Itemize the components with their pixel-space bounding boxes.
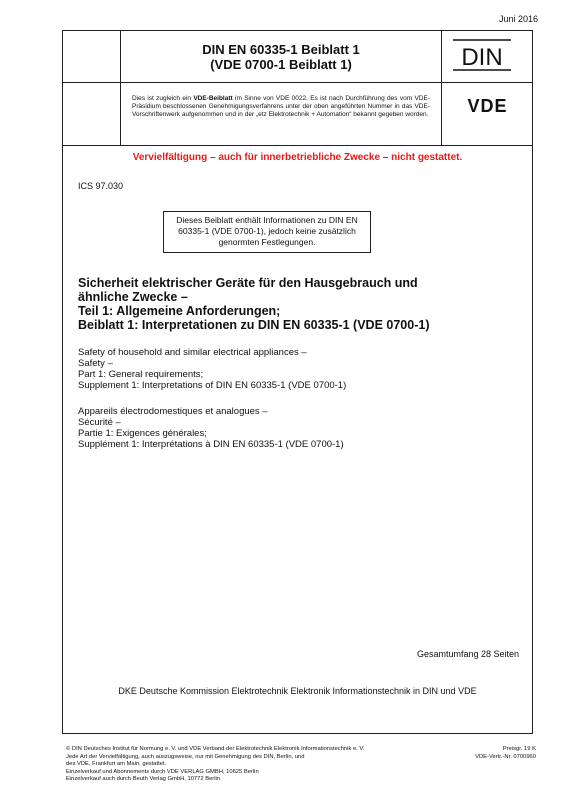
title-english-line: Safety of household and similar electrical appliances – [78,347,307,358]
vde-logo: VDE [467,96,508,116]
title-german-line: Beiblatt 1: Interpretationen zu DIN EN 60335-1 (VDE 0700-1) [78,318,430,332]
title-german-line: Teil 1: Allgemeine Anforderungen; [78,304,281,318]
vde-note-suffix: im Sinne von VDE 0022. Es ist nach Durchführung des vom VDE-Präsidium beschlossenen Genehmigungsverfahrens unter der oben angeführten Nummer in das VDE-Vorschriftenwerk aufgenommen und in der „etz Elektrotechnik + Automation“ bekannt gegeben worden. [132,95,430,118]
din-logo-text: DIN [461,44,503,71]
din-logo [451,38,513,72]
title-english-line: Part 1: General requirements; [78,369,204,380]
title-french-line: Sécurité – [78,417,121,428]
title-english [78,347,518,391]
title-french [78,406,518,450]
footer-line: Einzelverkauf auch durch Beuth Verlag GmbH, 10772 Berlin [66,776,221,782]
footer-line: © DIN Deutsches Institut für Normung e. V. und VDE Verband der Elektrotechnik Elektronik Informationstechnik e. V. [66,746,365,752]
title-english-line: Safety – [78,358,113,369]
reproduction-notice: Vervielfältigung – auch für innerbetriebliche Zwecke – nicht gestattet. [132,152,463,163]
price-group: Preisgr. 19 K [502,746,536,752]
vde-note [132,95,430,119]
title-french-line: Partie 1: Exigences générales; [78,428,207,439]
footer-line: Einzelverkauf und Abonnements durch VDE VERLAG GMBH, 10625 Berlin [66,768,259,775]
title-german-line: ähnliche Zwecke – [78,290,188,304]
footer-line: Jede Art der Vervielfältigung, auch auszugsweise, nur mit Genehmigung des DIN, Berlin, und [66,753,305,760]
header-bottom-rule [62,145,533,146]
footer-price [475,746,536,761]
dke-line: DKE Deutsche Kommission Elektrotechnik Elektronik Informationstechnik in DIN und VDE [118,686,477,696]
title-french-line: Appareils électrodomestiques et analogues – [78,406,268,417]
vde-note-prefix: Dies ist zugleich ein [132,95,194,102]
document-number [121,42,441,72]
title-german-line: Sicherheit elektrischer Geräte für den Hausgebrauch und [78,276,418,290]
vde-distribution-number: VDE-Vertr.-Nr. 0700960 [475,753,536,760]
info-box: Dieses Beiblatt enthält Informationen zu DIN EN 60335-1 (VDE 0700-1), jedoch keine zusätzlich genormten Festlegungen. [163,211,371,253]
footer-line: des VDE, Frankfurt am Main, gestattet. [66,761,167,767]
title-french-line: Supplément 1: Interprétations à DIN EN 60335-1 (VDE 0700-1) [78,439,344,450]
title-german [78,276,518,332]
footer-copyright [66,746,446,784]
ics-code: ICS 97.030 [78,181,124,191]
publication-date: Juni 2016 [498,14,538,24]
total-pages: Gesamtumfang 28 Seiten [416,649,519,659]
vde-note-bold: VDE-Beiblatt [193,95,233,102]
document-number-line1: DIN EN 60335-1 Beiblatt 1 [202,42,360,57]
title-english-line: Supplement 1: Interpretations of DIN EN 60335-1 (VDE 0700-1) [78,380,347,391]
header-divider-right [441,30,442,145]
document-number-line2: (VDE 0700-1 Beiblatt 1) [210,57,352,72]
